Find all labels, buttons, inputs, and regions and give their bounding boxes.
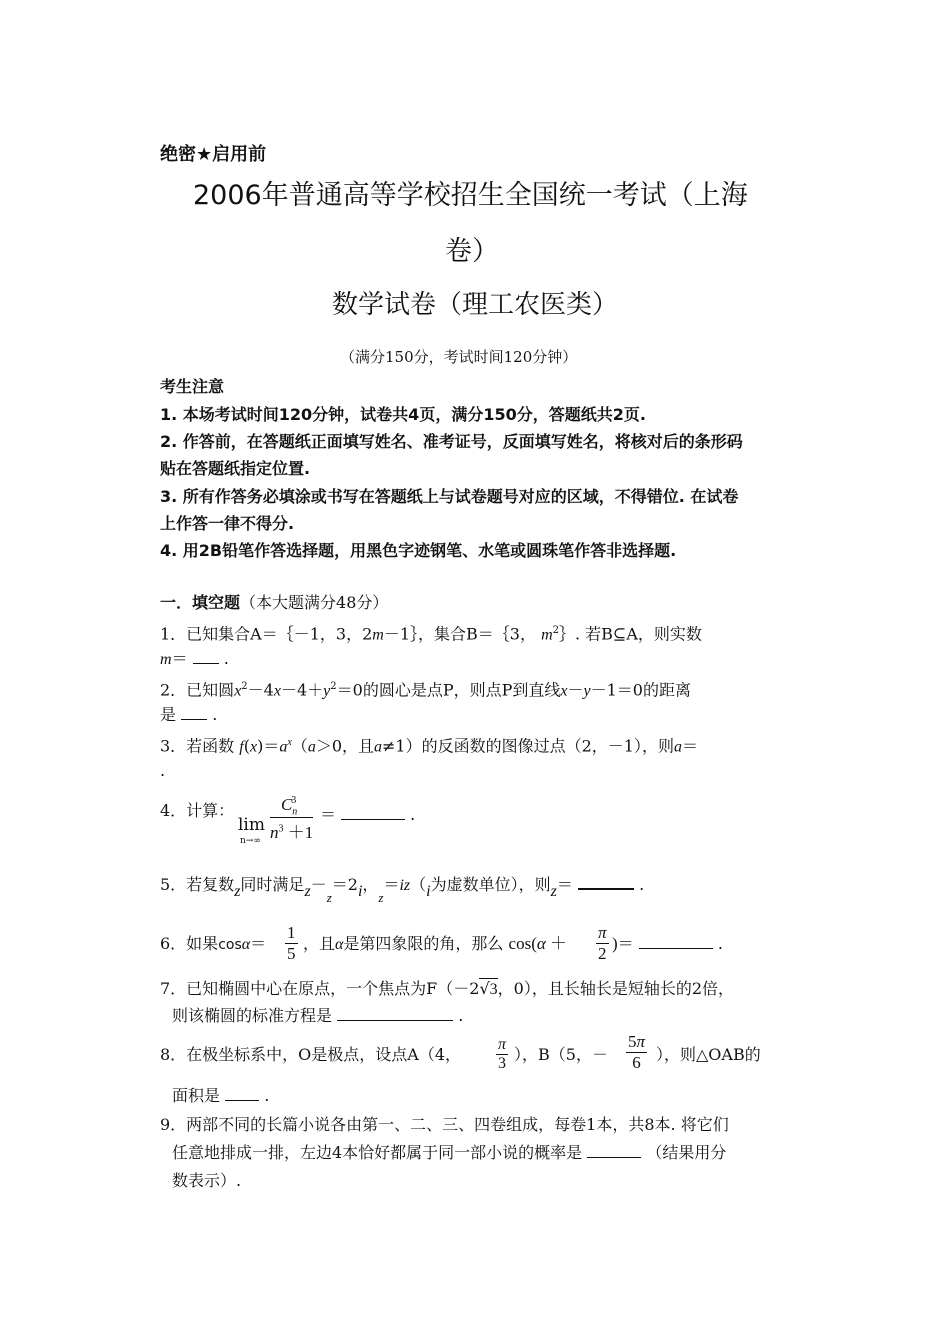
- q4-limit: [238, 815, 265, 835]
- question-8-mid: [514, 1044, 608, 1066]
- question-6-mid: ，且α是第四象限的角，那么 cos(α ＋: [303, 934, 568, 953]
- answer-blank: [225, 1099, 259, 1101]
- q7-text: 7．已知椭圆中心在原点，一个焦点为F（－2: [160, 979, 480, 998]
- q8-text: ），则△OAB的: [656, 1045, 761, 1064]
- question-7: 7．已知椭圆中心在原点，一个焦点为F（－2√3，0），且长轴长是短轴长的2倍，: [160, 979, 735, 998]
- limit-symbol: lim: [238, 815, 265, 835]
- answer-blank: [578, 887, 634, 890]
- question-9: [160, 1114, 729, 1136]
- section-title: 一．填空题: [160, 593, 241, 612]
- q1-text: ｝. 若B⊆A，则实数: [559, 624, 702, 644]
- question-1-cont: m＝ .: [160, 649, 229, 668]
- q5-text: 同时满足: [240, 875, 305, 894]
- secret-label: 绝密★启用前: [160, 144, 267, 165]
- q6-fraction-cos: 1 5: [287, 923, 296, 963]
- section-score-note: （本大题满分48分）: [240, 593, 389, 612]
- question-6-end: )＝ .: [612, 934, 723, 953]
- q2-text: 2．已知圆: [160, 680, 235, 700]
- q2-text: －4: [247, 680, 274, 700]
- q3-text: ＞0，且: [315, 736, 374, 756]
- q5-text: ，: [362, 875, 379, 894]
- exam-title-line1: 2006年普通高等学校招生全国统一考试（上海: [193, 180, 748, 211]
- question-2: 2．已知圆$x^2-4x-4+y^2=0$的圆心是点P，则点P到直线x－y－1＝0的距离: [160, 680, 691, 700]
- notice-item: 1. 本场考试时间120分钟，试卷共4页，满分150分，答题纸共2页.: [160, 405, 646, 424]
- answer-blank: [639, 947, 713, 949]
- q2-text: －4＋: [280, 680, 324, 700]
- q6-text: ，且: [303, 934, 336, 953]
- q9-text: （结果用分: [646, 1143, 727, 1162]
- notice-heading: 考生注意: [160, 377, 225, 396]
- q8-text: 8．在极坐标系中，O是极点，设点A（4，: [160, 1045, 462, 1064]
- notice-item: 4. 用2B铅笔作答选择题，用黑色字迹钢笔、水笔或圆珠笔作答非选择题.: [160, 541, 677, 560]
- q3-text: ≠1）的反函数的图像过点（2，－1），则: [382, 736, 674, 756]
- question-8-end: [656, 1044, 761, 1066]
- exam-subtitle: 数学试卷（理工农医类）: [332, 290, 619, 320]
- q6-text: ＝: [250, 934, 267, 953]
- q1-text: ＝: [171, 649, 188, 668]
- q4-fraction: $C_n^3$ $n^3 +1$: [270, 795, 314, 843]
- q2-text: 是: [160, 705, 177, 724]
- question-5: 5．若复数z同时满足$z-_z=2i$，$_z$＝iz（i为虚数单位），则z＝ .: [160, 875, 645, 905]
- q6-text: 6．如果: [160, 934, 219, 953]
- q4-limit-sub: n→∞: [240, 836, 261, 846]
- question-4: [160, 800, 234, 822]
- q3-text: 3．若函数: [160, 736, 235, 756]
- q2-text: －1＝0的距离: [590, 680, 691, 700]
- question-9-cont: [172, 1142, 726, 1164]
- answer-blank: [181, 718, 207, 720]
- question-8: [160, 1044, 461, 1066]
- q9-text: 数表示）.: [172, 1171, 242, 1190]
- question-3-cont: .: [160, 761, 166, 780]
- q7-text: ，0），且长轴长是短轴长的2倍，: [497, 979, 735, 998]
- question-8-cont: 面积是 .: [172, 1086, 270, 1105]
- q7-text: 则该椭圆的标准方程是: [172, 1006, 333, 1025]
- notice-item: 2. 作答前，在答题纸正面填写姓名、准考证号，反面填写姓名，将核对后的条形码: [160, 432, 743, 451]
- answer-blank: [587, 1156, 641, 1158]
- q1-text: 1．已知集合A＝｛－1，3，2: [160, 624, 373, 644]
- q2-text: ＝0的圆心是点P，则点P到直线: [336, 680, 561, 700]
- q8-fraction-b: 5π 6: [628, 1032, 646, 1072]
- q5-text: ＝: [556, 875, 573, 894]
- q6-fraction-pi: π 2: [598, 923, 607, 963]
- question-2-cont: 是 .: [160, 705, 218, 724]
- answer-blank: [341, 818, 405, 820]
- notice-item: 贴在答题纸指定位置.: [160, 459, 311, 478]
- q5-text: ＝2: [331, 875, 358, 894]
- q6-text: 是第四象限的角，那么: [343, 934, 504, 953]
- q9-text: 9．两部不同的长篇小说各由第一、二、三、四卷组成，每卷1本，共8本. 将它们: [160, 1115, 729, 1134]
- notice-item: 上作答一律不得分.: [160, 514, 295, 533]
- section-heading: [160, 592, 388, 614]
- q5-text: （: [410, 875, 427, 894]
- question-7-cont: 则该椭圆的标准方程是 .: [172, 1006, 464, 1025]
- question-1: 1．已知集合A＝｛－1，3，2m－1｝，集合B＝｛3， $m^2\}$. 若B⊆A，则实数: [160, 624, 702, 644]
- q8-text: 面积是: [172, 1086, 221, 1105]
- answer-blank: [193, 662, 219, 664]
- q2-text: －: [567, 680, 584, 700]
- question-9-end: [172, 1170, 241, 1192]
- q4-equals: ＝ .: [320, 805, 416, 824]
- q5-text: 5．若复数: [160, 875, 235, 894]
- answer-blank: [337, 1019, 453, 1021]
- q1-text: －1｝，集合B＝｛3，: [383, 624, 536, 644]
- question-3: 3．若函数 $f(x)=a^x(a>0$，且a≠1）的反函数的图像过点（2，－1），则a＝: [160, 736, 698, 756]
- q8-fraction-a: π 3: [498, 1036, 507, 1072]
- q5-text: 为虚数单位），则: [430, 875, 551, 894]
- q6-text: ＝: [617, 934, 634, 953]
- q3-text: ＝: [681, 736, 698, 756]
- q5-text: －: [310, 875, 327, 894]
- q8-text: ），B（5，－: [514, 1045, 608, 1064]
- q5-text: ＝: [383, 875, 400, 894]
- question-6: 6．如果cosα＝: [160, 934, 267, 953]
- exam-note: （满分150分，考试时间120分钟）: [340, 348, 578, 366]
- q3-text: （: [291, 736, 308, 756]
- q4-text: 4．计算：: [160, 801, 235, 820]
- notice-item: 3. 所有作答务必填涂或书写在答题纸上与试卷题号对应的区域，不得错位. 在试卷: [160, 487, 739, 506]
- exam-title-line2: 卷）: [445, 236, 499, 267]
- q9-text: 任意地排成一排，左边4本恰好都属于同一部小说的概率是: [172, 1143, 583, 1162]
